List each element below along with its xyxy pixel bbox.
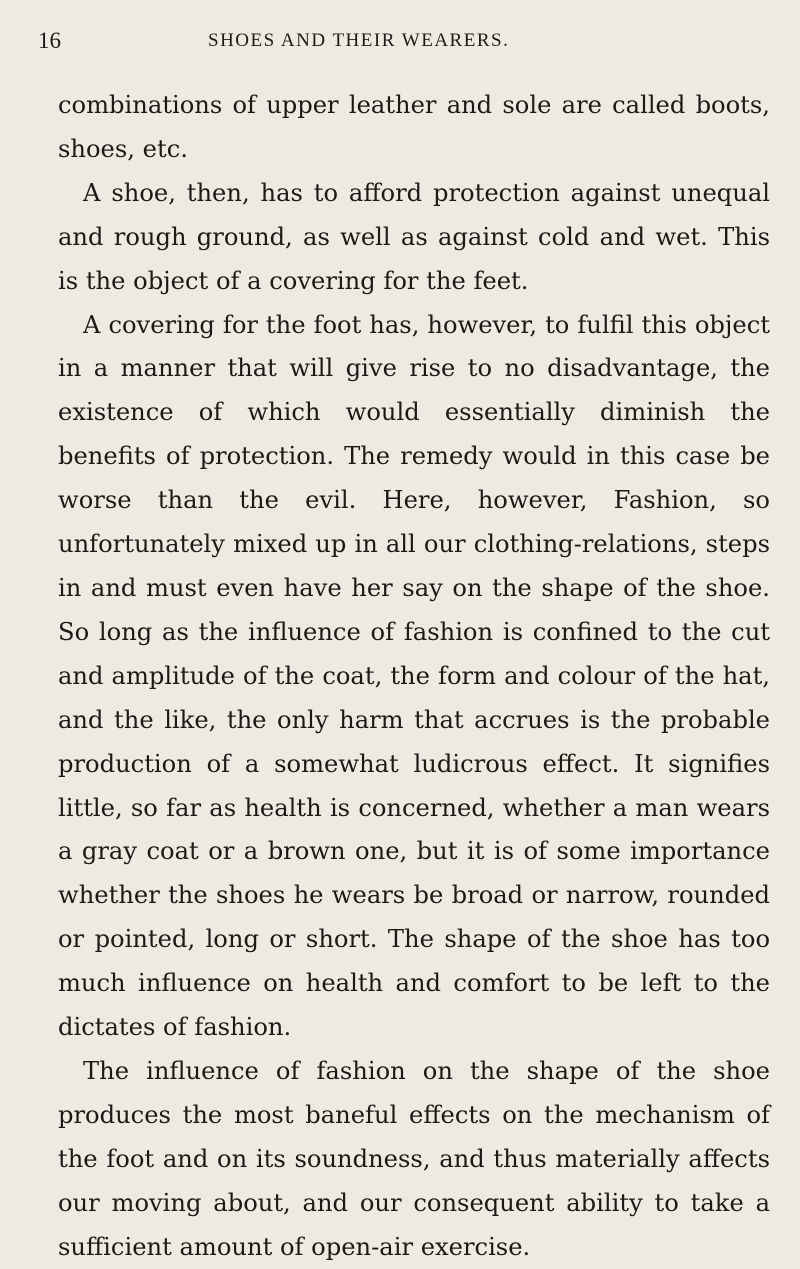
paragraph-fashion-influence: The influence of fashion on the shape of the shoe produces the most baneful effects on the mechanism of the foot and on its soundness, and thus materially affects our moving about, and our consequent ability to take a sufficient amount of open-air exercise. [58, 1056, 770, 1261]
page-header [0, 28, 800, 68]
paragraph-covering-fashion: A covering for the foot has, however, to fulfil this object in a manner that will give rise to no disadvantage, the existence of which would essentially diminish the benefits of protection. The remedy would in this case be worse than the evil. Here, however, Fashion, so unfortunately mixed up in all our clothing-relations, steps in and must even have her say on the shape of the shoe. So long as the influence of fashion is confined to the cut and amplitude of the coat, the form and colour of the hat, and the like, the only harm that accrues is the probable production of a somewhat ludicrous effect. It signifies little, so far as health is concerned, whether a man wears a gray coat or a brown one, but it is of some importance whether the shoes he wears be broad or narrow, rounded or pointed, long or short. The shape of the shoe has too much influence on health and comfort to be left to the dictates of fashion. [58, 310, 770, 1042]
running-title: SHOES AND THEIR WEARERS. [208, 30, 510, 51]
body-text [58, 84, 770, 1269]
paragraph-continuation: combinations of upper leather and sole are called boots, shoes, etc. [58, 91, 770, 163]
paragraph-shoe-protection: A shoe, then, has to afford protection against unequal and rough ground, as well as against cold and wet. This is the object of a covering for the feet. [58, 178, 770, 295]
page-number: 16 [38, 28, 61, 53]
